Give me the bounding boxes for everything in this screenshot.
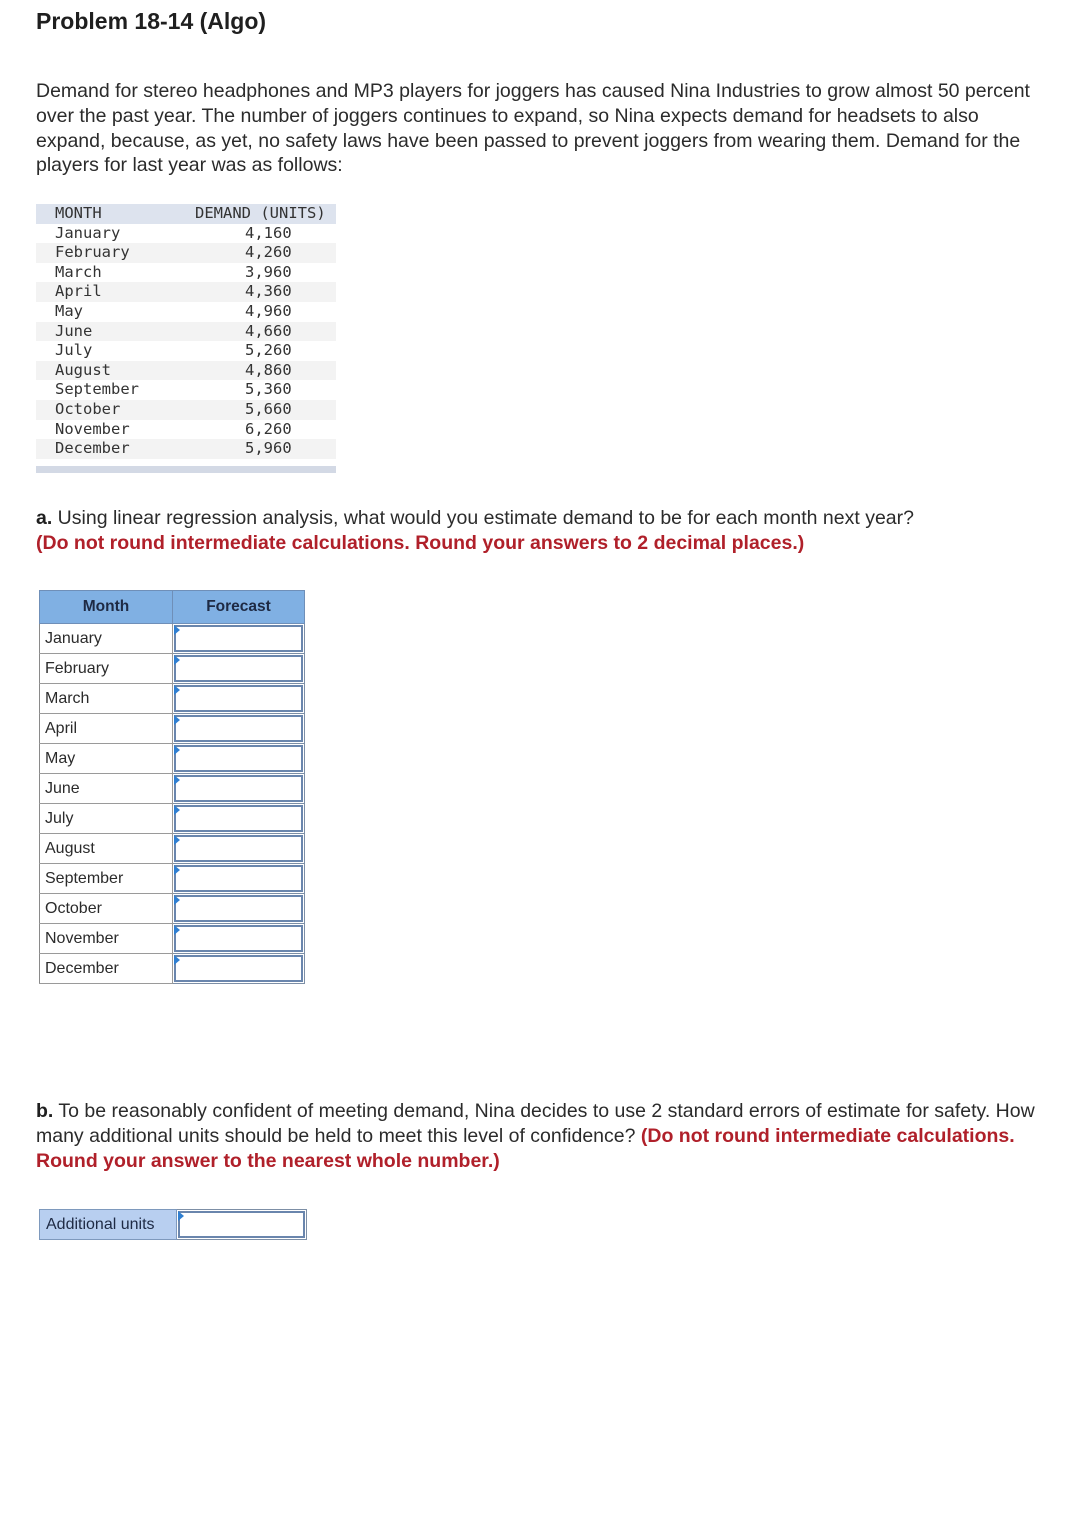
forecast-month: August (40, 834, 173, 864)
forecast-month: January (40, 624, 173, 654)
forecast-row (40, 924, 305, 954)
forecast-table (39, 590, 305, 984)
demand-value: 5,360 (245, 380, 292, 399)
demand-header-units: DEMAND (UNITS) (175, 204, 336, 224)
demand-row (36, 439, 336, 459)
demand-month: September (55, 380, 139, 399)
input-marker-icon (174, 745, 180, 755)
demand-value: 4,160 (245, 223, 292, 242)
input-marker-icon (174, 775, 180, 785)
forecast-month: April (40, 714, 173, 744)
demand-month: May (55, 301, 83, 320)
input-marker-icon (174, 625, 180, 635)
demand-header-month: MONTH (36, 204, 175, 224)
demand-month: October (36, 400, 175, 420)
demand-table-header (36, 204, 336, 224)
forecast-input-march[interactable] (174, 685, 303, 712)
forecast-input-july[interactable] (174, 805, 303, 832)
demand-month: April (36, 282, 175, 302)
forecast-input-june[interactable] (174, 775, 303, 802)
demand-row (36, 322, 336, 342)
demand-value: 5,960 (175, 439, 336, 459)
demand-month: August (36, 361, 175, 381)
forecast-row (40, 894, 305, 924)
part-a-text: Using linear regression analysis, what would you estimate demand to be for each month next year? (52, 507, 914, 529)
forecast-row (40, 804, 305, 834)
demand-row (36, 282, 336, 302)
input-marker-icon (174, 655, 180, 665)
additional-units-label: Additional units (39, 1209, 177, 1240)
demand-row (36, 243, 336, 263)
demand-month: January (55, 223, 121, 242)
part-b-question (36, 1099, 1046, 1174)
demand-value: 4,860 (175, 361, 336, 381)
demand-month: June (36, 322, 175, 342)
part-b-instruction: (Do not round intermediate calculations. Round your answer to the nearest whole number.) (36, 1125, 1015, 1172)
demand-value: 3,960 (245, 262, 292, 281)
part-a-question (36, 506, 1046, 556)
forecast-row (40, 954, 305, 984)
demand-row (36, 341, 336, 361)
forecast-input-december[interactable] (174, 955, 303, 982)
demand-row (36, 224, 336, 244)
additional-units-row (39, 1209, 307, 1240)
input-marker-icon (174, 895, 180, 905)
input-marker-icon (178, 1211, 184, 1221)
demand-value: 5,660 (175, 400, 336, 420)
demand-row (36, 400, 336, 420)
forecast-row (40, 624, 305, 654)
demand-month: November (55, 419, 130, 438)
forecast-month: February (40, 654, 173, 684)
forecast-table-header (40, 591, 305, 624)
demand-value: 4,660 (175, 322, 336, 342)
forecast-month: December (40, 954, 173, 984)
forecast-header-month: Month (40, 591, 173, 624)
part-b-label: b. (36, 1100, 54, 1122)
forecast-input-november[interactable] (174, 925, 303, 952)
problem-intro: Demand for stereo headphones and MP3 players for joggers has caused Nina Industries to grow almost 50 percent over the past year. The number of joggers continues to expand, so Nina expects demand for headsets to also expand, because, as yet, no safety laws have been passed to prevent joggers from wearing them. Demand for the players for last year was as follows: (36, 80, 1030, 177)
input-marker-icon (174, 805, 180, 815)
part-a-instruction: (Do not round intermediate calculations. Round your answers to 2 decimal places.) (36, 532, 805, 554)
forecast-month: June (40, 774, 173, 804)
input-marker-icon (174, 925, 180, 935)
demand-row (36, 380, 336, 400)
forecast-header-forecast: Forecast (173, 591, 305, 624)
input-marker-icon (174, 835, 180, 845)
forecast-input-february[interactable] (174, 655, 303, 682)
forecast-row (40, 744, 305, 774)
forecast-row (40, 834, 305, 864)
input-marker-icon (174, 955, 180, 965)
forecast-input-april[interactable] (174, 715, 303, 742)
forecast-month: November (40, 924, 173, 954)
demand-row (36, 361, 336, 381)
part-a-label: a. (36, 507, 53, 529)
forecast-row (40, 864, 305, 894)
forecast-month: May (40, 744, 173, 774)
forecast-input-october[interactable] (174, 895, 303, 922)
demand-month: March (55, 262, 102, 281)
input-marker-icon (174, 685, 180, 695)
forecast-input-may[interactable] (174, 745, 303, 772)
forecast-row (40, 714, 305, 744)
forecast-month: July (40, 804, 173, 834)
demand-data-table (36, 204, 336, 459)
demand-value: 4,260 (175, 243, 336, 263)
demand-month: July (55, 341, 93, 360)
demand-month: February (36, 243, 175, 263)
forecast-month: September (40, 864, 173, 894)
demand-row (36, 263, 336, 283)
forecast-row (40, 684, 305, 714)
demand-value: 6,260 (245, 419, 292, 438)
forecast-row (40, 774, 305, 804)
demand-month: December (36, 439, 175, 459)
forecast-input-august[interactable] (174, 835, 303, 862)
forecast-month: March (40, 684, 173, 714)
additional-units-input[interactable] (178, 1211, 305, 1238)
demand-row (36, 420, 336, 440)
input-marker-icon (174, 715, 180, 725)
forecast-input-september[interactable] (174, 865, 303, 892)
forecast-row (40, 654, 305, 684)
demand-value: 4,360 (175, 282, 336, 302)
demand-value: 4,960 (245, 301, 292, 320)
forecast-input-january[interactable] (174, 625, 303, 652)
part-b-text: To be reasonably confident of meeting demand, Nina decides to use 2 standard errors of estimate for safety. How many additional units should be held to meet this level of confidence? (36, 1100, 1035, 1147)
input-marker-icon (174, 865, 180, 875)
demand-row (36, 302, 336, 322)
page-title: Problem 18-14 (Algo) (36, 8, 267, 34)
forecast-month: October (40, 894, 173, 924)
demand-value: 5,260 (245, 341, 292, 360)
demand-table-footer-rule (36, 466, 336, 473)
